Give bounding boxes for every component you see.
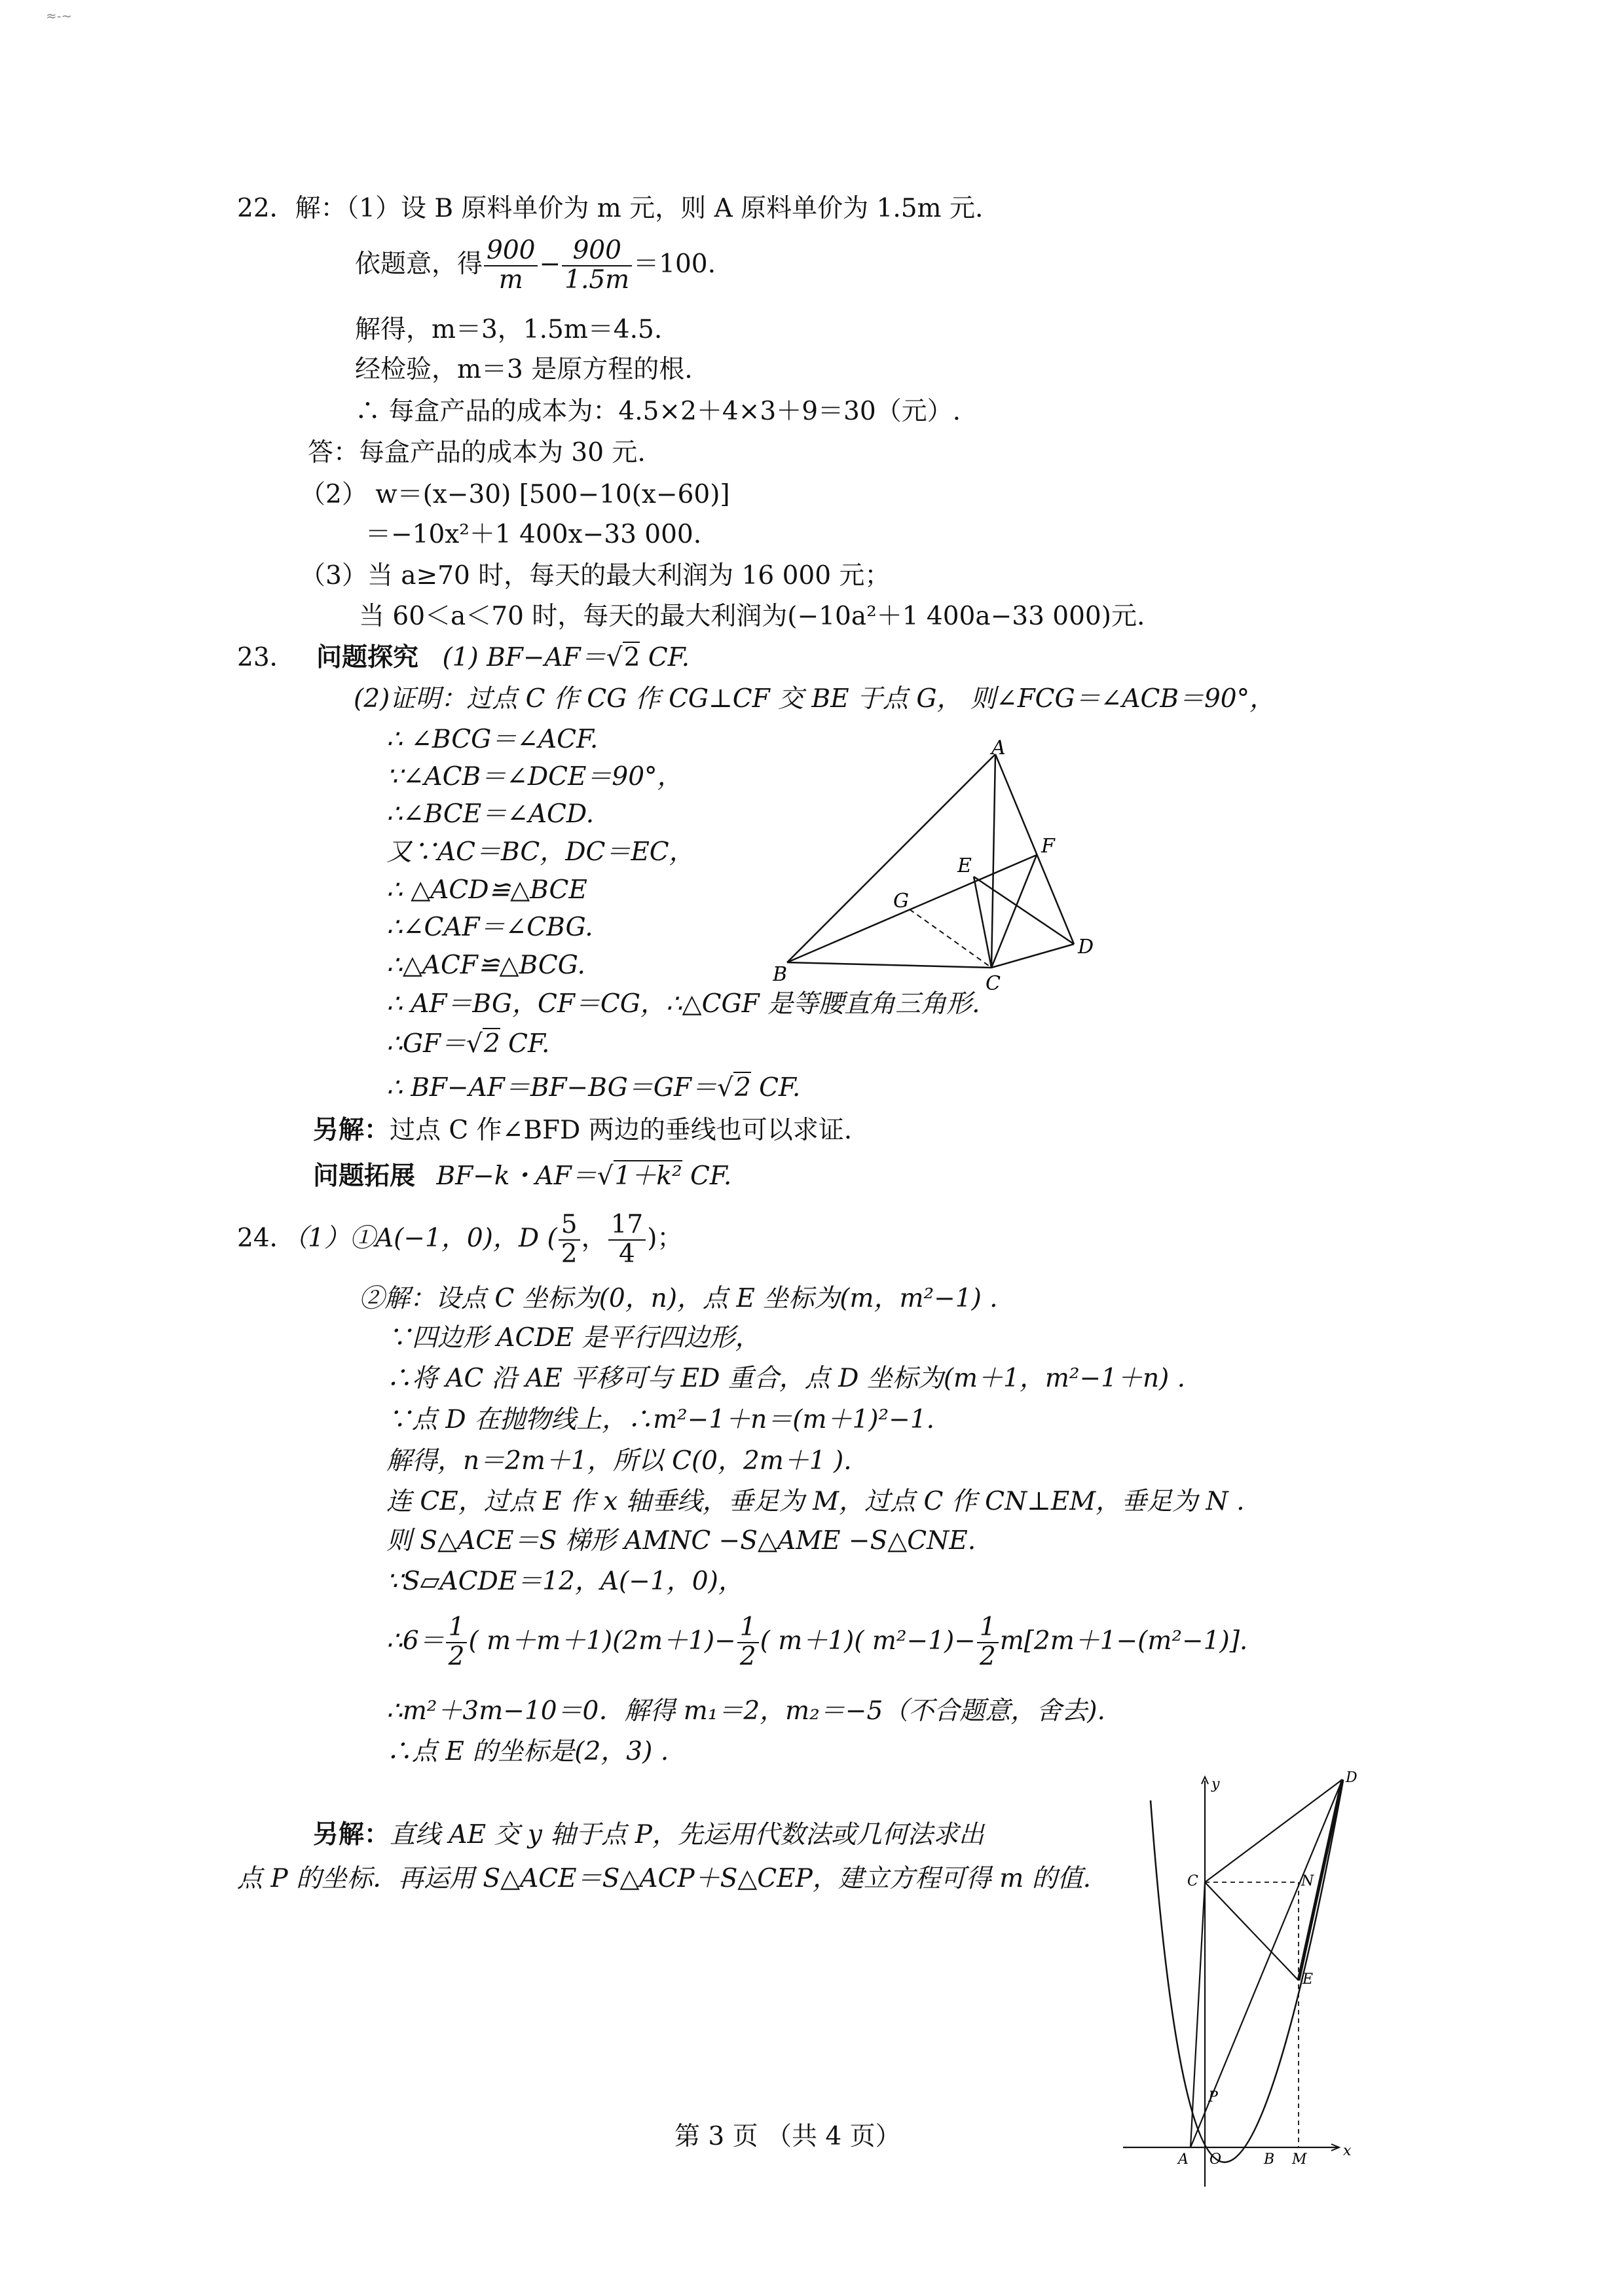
page-footer: 第 3 页 （共 4 页） bbox=[674, 2122, 901, 2151]
q24-fig-axis-y: y bbox=[1211, 1776, 1220, 1793]
q22-fraction-1: $\frac{900}{m}$ bbox=[484, 237, 538, 295]
q23-line-6: 又∵AC＝BC，DC＝EC， bbox=[386, 837, 695, 867]
q24-line-2: ②解：设点 C 坐标为(0，n)，点 E 坐标为(m，m²−1) . bbox=[359, 1284, 998, 1313]
q24-fig-label-p: P bbox=[1208, 2089, 1218, 2105]
q23-cf-1: CF. bbox=[648, 643, 690, 672]
q24-alt-label: 另解： bbox=[313, 1819, 390, 1850]
q24-d-x: $\frac{5}{2}$ bbox=[559, 1211, 580, 1269]
q22-minus: − bbox=[539, 249, 561, 279]
q22-eq-suffix: ＝100. bbox=[633, 249, 716, 279]
q22-line-5: ∴ 每盒产品的成本为：4.5×2＋4×3＋9＝30（元）. bbox=[355, 397, 961, 426]
q24-fig-label-c: C bbox=[1187, 1873, 1198, 1889]
q22-line-9: （3）当 a≥70 时，每天的最大利润为 16 000 元； bbox=[300, 561, 891, 591]
q22-number: 22． bbox=[237, 194, 295, 223]
q24-fig-label-o: O bbox=[1209, 2151, 1222, 2168]
q24-fig-label-a: A bbox=[1178, 2151, 1189, 2168]
q23-fig-label-e: E bbox=[957, 854, 972, 877]
q23-part1: (1) BF−AF＝ bbox=[442, 643, 606, 672]
q24-alt-line-2: 点 P 的坐标．再运用 S△ACE＝S△ACP＋S△CEP，建立方程可得 m 的值. bbox=[237, 1864, 1092, 1893]
q24-line-4: ∴将 AC 沿 AE 平移可与 ED 重合，点 D 坐标为(m＋1，m²−1＋n) . bbox=[386, 1364, 1186, 1393]
q24-line-11: ∴m²＋3m−10＝0．解得 m₁＝2，m₂＝−5（不合题意，舍去). bbox=[386, 1696, 1105, 1726]
q24-line-12: ∴点 E 的坐标是(2，3) . bbox=[386, 1737, 669, 1766]
q23-alt-text: 过点 C 作∠BFD 两边的垂线也可以求证. bbox=[390, 1116, 853, 1145]
q23-line-12: ∴ BF−AF＝BF−BG＝GF＝√2 CF. bbox=[386, 1073, 801, 1102]
q23-line-8: ∴∠CAF＝∠CBG. bbox=[386, 913, 593, 942]
q23-ext-formula: BF−k・AF＝ bbox=[436, 1161, 597, 1191]
q24-fig-label-d: D bbox=[1346, 1770, 1357, 1786]
q23-fig-label-a: A bbox=[991, 737, 1006, 759]
q22-fraction-2: $\frac{900}{1.5m}$ bbox=[562, 237, 632, 295]
q23-line-10: ∴ AF＝BG，CF＝CG，∴△CGF 是等腰直角三角形. bbox=[386, 989, 980, 1019]
q24-line-6: 解得，n＝2m＋1，所以 C(0，2m＋1 ). bbox=[386, 1446, 852, 1476]
q24-line-3: ∵四边形 ACDE 是平行四边形， bbox=[386, 1323, 761, 1353]
q22-equation bbox=[355, 237, 716, 295]
q22-line-3: 解得，m＝3，1.5m＝4.5. bbox=[355, 315, 663, 344]
q22-line-1 bbox=[237, 193, 983, 225]
q23-line-3: ∴ ∠BCG＝∠ACF. bbox=[386, 725, 599, 754]
q23-line-7: ∴ △ACD≌△BCE bbox=[386, 875, 587, 905]
q24-fig-label-n: N bbox=[1301, 1873, 1314, 1889]
q23-number: 23． bbox=[237, 643, 295, 672]
q24-line-7: 连 CE，过点 E 作 x 轴垂线，垂足为 M，过点 C 作 CN⊥EM，垂足为 N . bbox=[386, 1487, 1245, 1516]
q24-parabola-figure bbox=[1123, 1768, 1372, 2187]
q22-line-6: 答：每盒产品的成本为 30 元. bbox=[308, 438, 646, 467]
q23-line-1 bbox=[237, 642, 690, 674]
q24-line-1: 24．（1）①A(−1，0)，D ( $\frac{5}{2}$ ， $\frac{17}{4}$ )； bbox=[237, 1210, 683, 1269]
q23-line-11: ∴GF＝√2 CF. bbox=[386, 1029, 550, 1059]
corner-mark: ≈-~ bbox=[46, 8, 73, 24]
q24-line-9: ∵S▱ACDE＝12，A(−1，0)， bbox=[386, 1567, 744, 1596]
q24-line-8: 则 S△ACE＝S 梯形 AMNC −S△AME −S△CNE. bbox=[386, 1526, 976, 1556]
q24-fig-label-m: M bbox=[1292, 2151, 1307, 2168]
q23-fig-label-f: F bbox=[1041, 835, 1055, 858]
q23-fig-label-d: D bbox=[1078, 936, 1094, 958]
q23-ext-label: 问题拓展 bbox=[313, 1161, 416, 1191]
q23-alt-solution bbox=[313, 1114, 852, 1146]
q24-fig-axis-x: x bbox=[1343, 2143, 1352, 2159]
q22-eq-prefix: 依题意，得 bbox=[355, 249, 483, 279]
q24-alt-line-1 bbox=[313, 1819, 984, 1851]
q23-line-4: ∵∠ACB＝∠DCE＝90°， bbox=[386, 762, 683, 792]
q24-line-10: ∴6＝ $\frac{1}{2}$ ( m＋m＋1)(2m＋1)− $\frac{1}{2}$ ( m＋1)( m²−1)− $\frac{1}{2}$ m[2m＋1−(m²−1)]. bbox=[386, 1613, 1248, 1671]
q22-text-1: 解：（1）设 B 原料单价为 m 元，则 A 原料单价为 1.5m 元. bbox=[295, 194, 984, 223]
q23-extension: 问题拓展 BF−k・AF＝√1＋k² CF. bbox=[313, 1161, 732, 1191]
q24-d-y: $\frac{17}{4}$ bbox=[608, 1211, 646, 1269]
q24-line-5: ∵点 D 在抛物线上，∴m²−1＋n＝(m＋1)²−1. bbox=[386, 1405, 935, 1434]
q23-line-5: ∴∠BCE＝∠ACD. bbox=[386, 799, 595, 829]
q22-line-7: （2） w＝(x−30) [500−10(x−60)] bbox=[300, 480, 730, 509]
q24-fig-label-e: E bbox=[1302, 1971, 1314, 1988]
q22-line-4: 经检验，m＝3 是原方程的根. bbox=[355, 355, 693, 384]
q23-heading: 问题探究 bbox=[316, 642, 419, 672]
q24-number: 24． bbox=[237, 1223, 295, 1253]
q23-line-2: (2)证明：过点 C 作 CG 作 CG⊥CF 交 BE 于点 G， 则∠FCG＝∠ACB＝90°， bbox=[354, 684, 1276, 714]
q23-fig-label-b: B bbox=[773, 963, 788, 986]
q23-fig-label-c: C bbox=[986, 972, 1001, 995]
q23-ext-sqrt: √1＋k² bbox=[597, 1161, 682, 1191]
q23-line-9: ∴△ACF≌△BCG. bbox=[386, 951, 585, 980]
q23-triangle-figure bbox=[773, 733, 1113, 995]
q24-alt-text-1: 直线 AE 交 y 轴于点 P，先运用代数法或几何法求出 bbox=[390, 1820, 984, 1850]
q23-alt-label: 另解： bbox=[313, 1115, 390, 1145]
q23-fig-label-g: G bbox=[893, 890, 909, 913]
q22-line-10: 当 60＜a＜70 时，每天的最大利润为(−10a²＋1 400a−33 000)元. bbox=[359, 602, 1145, 631]
q24-fig-label-b: B bbox=[1264, 2151, 1275, 2168]
q22-line-8: ＝−10x²＋1 400x−33 000. bbox=[365, 520, 702, 549]
q23-sqrt-1: √2 bbox=[606, 643, 640, 672]
